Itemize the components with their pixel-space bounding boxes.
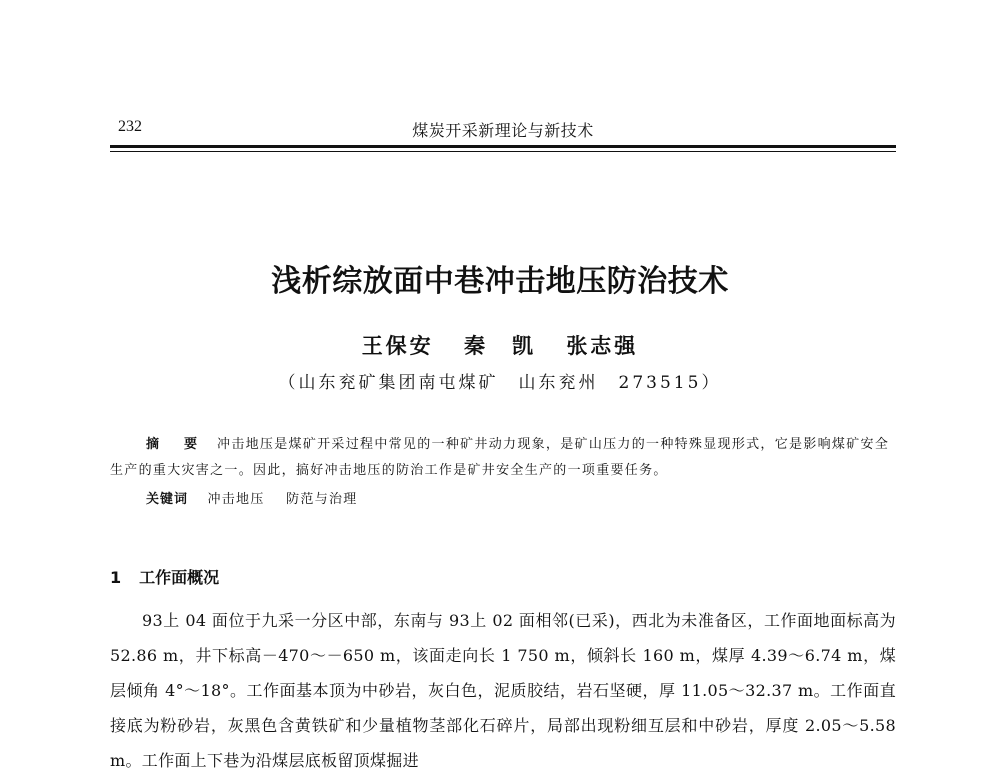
section-number: 1: [110, 568, 122, 587]
abstract-text: 冲击地压是煤矿开采过程中常见的一种矿井动力现象，是矿山压力的一种特殊显现形式，它是影响煤矿安全生产的重大灾害之一。因此，搞好冲击地压的防治工作是矿井安全生产的一项重要任务。: [110, 437, 890, 478]
keywords-label: 关键词: [146, 492, 189, 507]
running-header: [110, 118, 896, 140]
abstract-label: 摘 要: [146, 437, 204, 452]
author: 秦 凯: [464, 333, 536, 358]
body-text: [110, 603, 896, 778]
paragraph: 93上 04 面位于九采一分区中部，东南与 93上 02 面相邻(已采)，西北为未准备区，工作面地面标高为 52.86 m，井下标高－470～－650 m，该面走向长 1 750 m，倾斜长 160 m，煤厚 4.39～6.74 m，煤层倾角 4°～18°。工作面基本顶为中砂岩，灰白色，泥质胶结，岩石坚硬，厚 11.05～32.37 m。工作面直接底为粉砂岩，灰黑色含黄铁矿和少量植物茎部化石碎片，局部出现粉细互层和中砂岩，厚度 2.05～5.58 m。工作面上下巷为沿煤层底板留顶煤掘进: [110, 611, 896, 770]
keyword: 冲击地压: [207, 492, 265, 507]
article-title: 浅析综放面中巷冲击地压防治技术: [271, 264, 729, 299]
section-title: 工作面概况: [139, 568, 220, 587]
header-rule-thick: [110, 145, 896, 148]
keywords: [146, 488, 374, 507]
header-rule-thin: [110, 151, 896, 152]
abstract: [110, 432, 896, 484]
affiliation: （山东兖矿集团南屯煤矿 山东兖州 273515）: [278, 373, 722, 393]
journal-title: 煤炭开采新理论与新技术: [412, 121, 594, 140]
author: 张志强: [566, 333, 639, 358]
page-number: 232: [118, 118, 142, 135]
keyword: 防范与治理: [286, 492, 358, 507]
author-list: [0, 330, 1000, 360]
author: 王保安: [361, 333, 434, 358]
section-heading: [110, 565, 219, 588]
